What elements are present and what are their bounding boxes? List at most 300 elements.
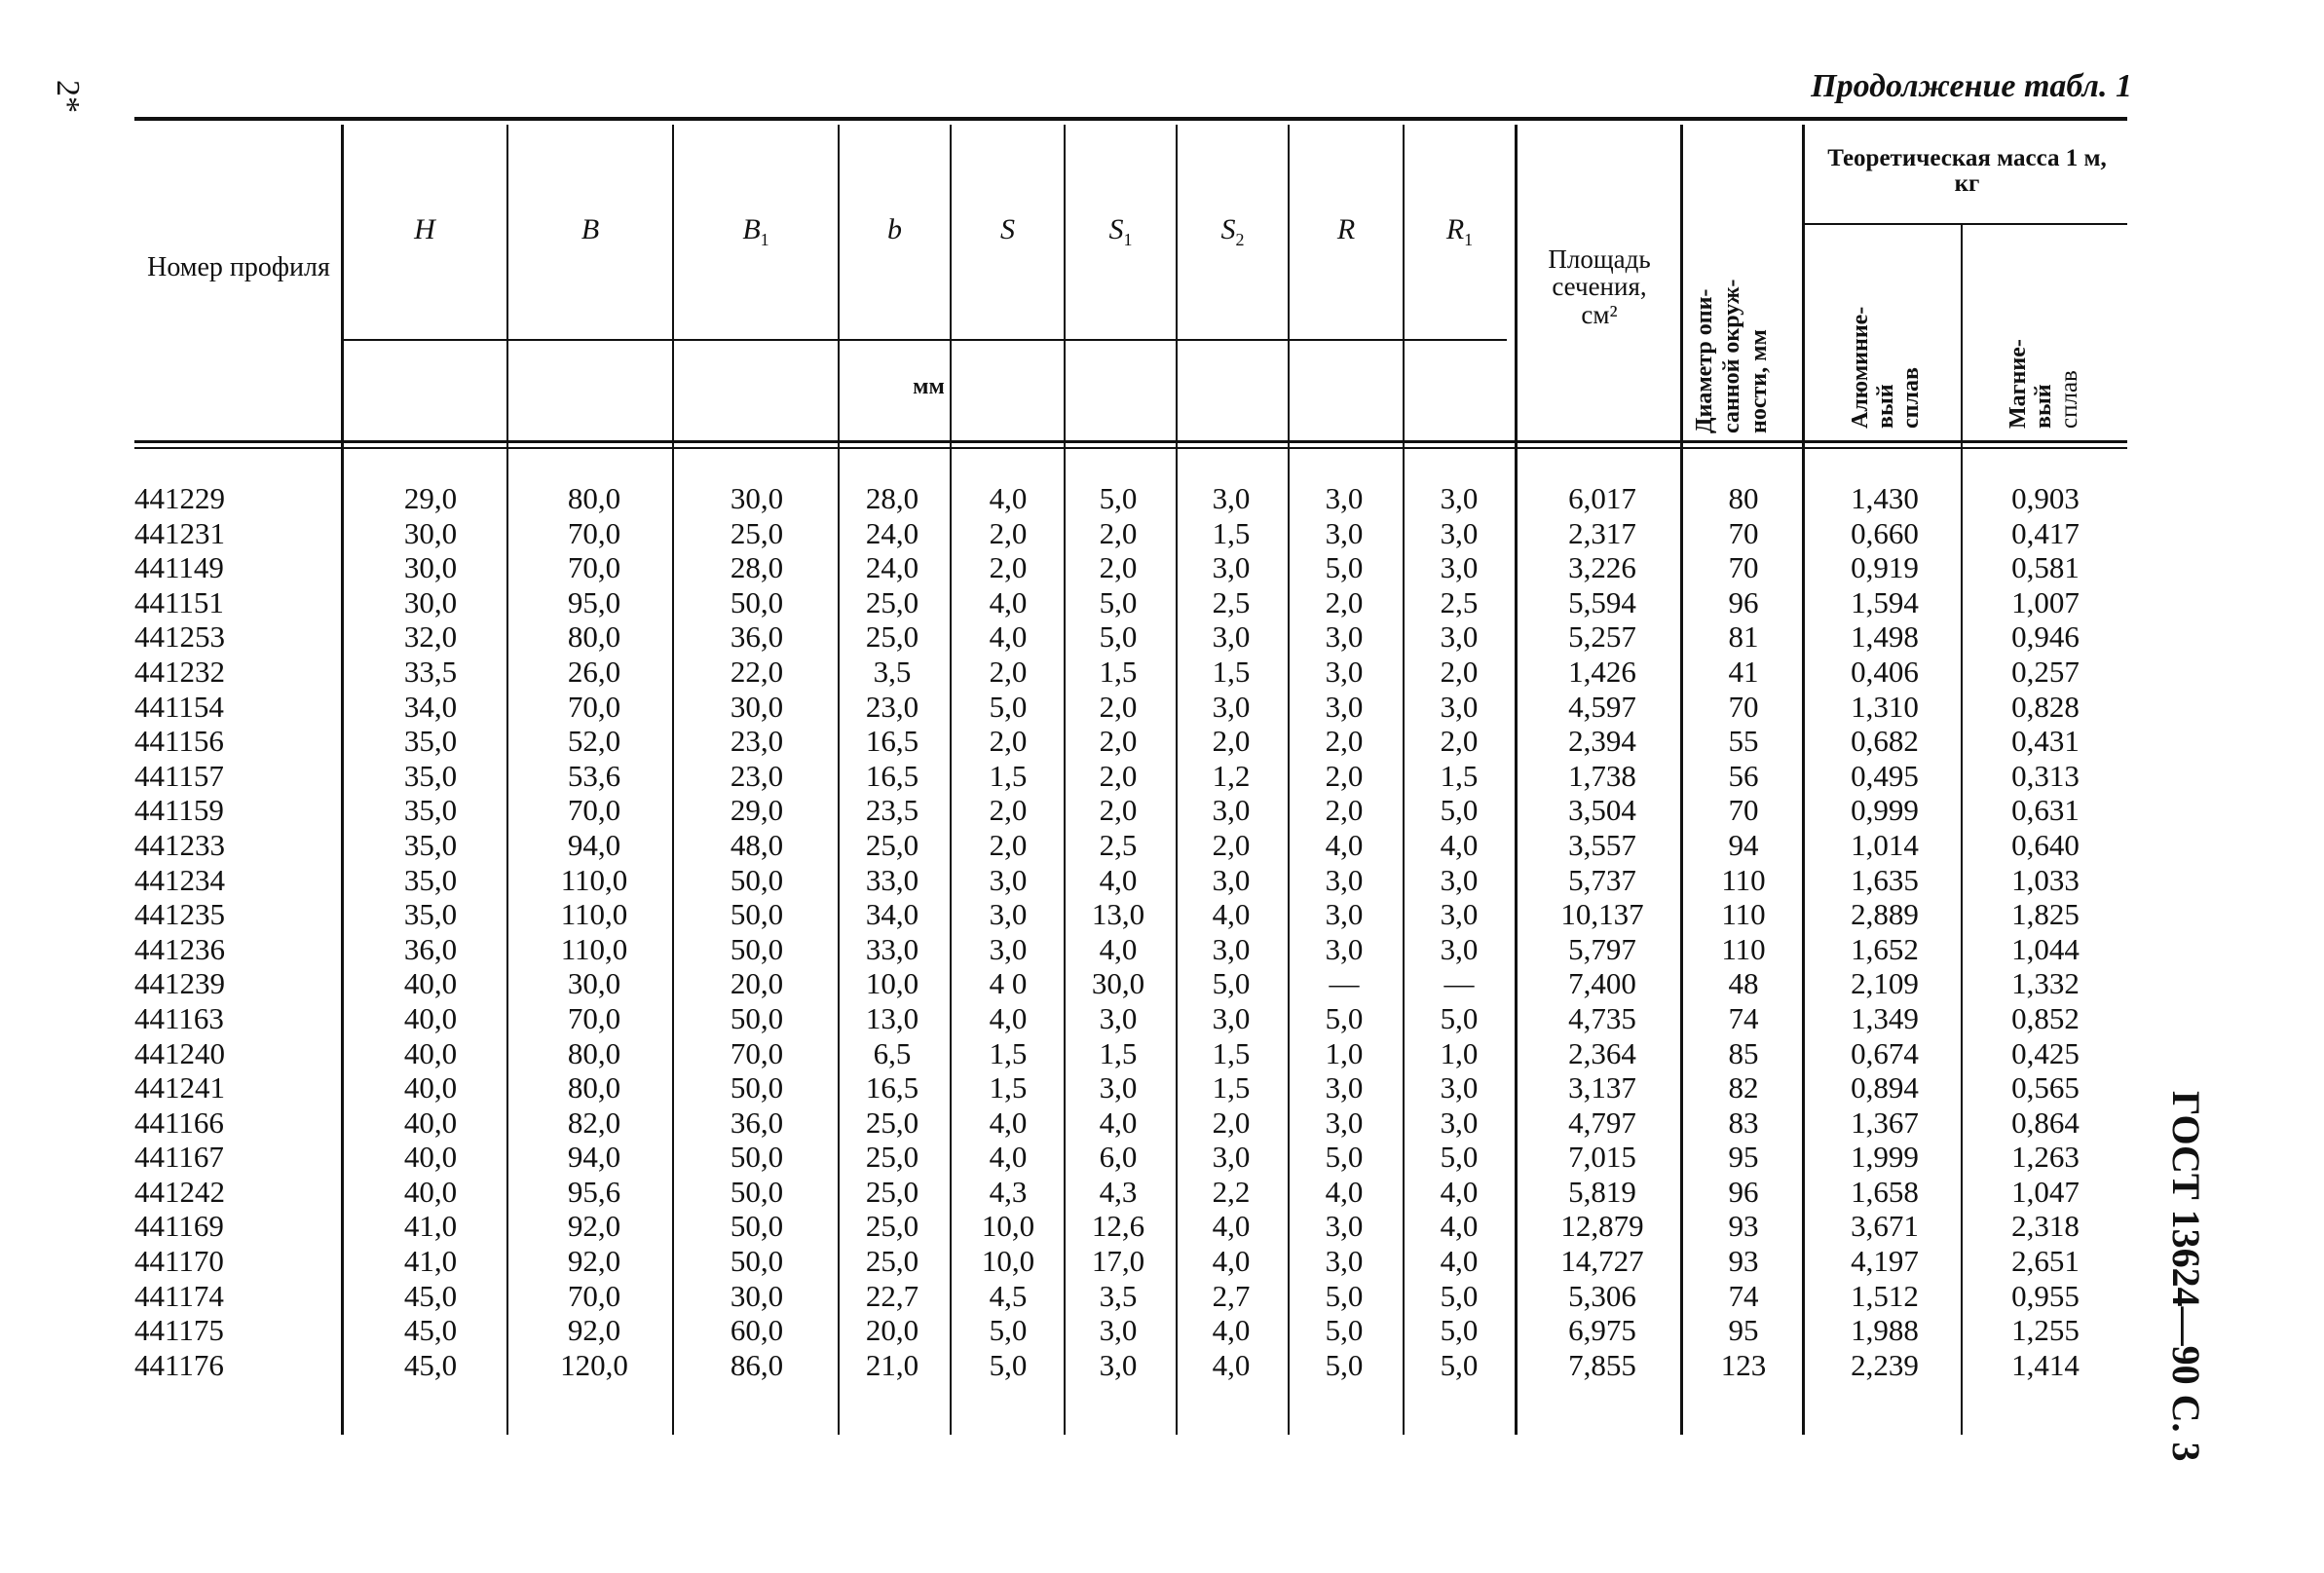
table-cell: 2,0 <box>1099 724 1138 759</box>
table-cell: 3,671 <box>1851 1209 1919 1244</box>
table-cell: 110 <box>1721 862 1766 897</box>
table-cell: 52,0 <box>567 724 621 759</box>
table-cell: 25,0 <box>730 515 784 550</box>
table-cell: 1,414 <box>2011 1347 2080 1382</box>
table-cell: 441157 <box>134 758 224 793</box>
table-cell: 441236 <box>134 931 225 966</box>
table-cell: 441170 <box>134 1244 224 1279</box>
table-cell: 34,0 <box>403 689 458 724</box>
table-cell: 441169 <box>134 1209 224 1244</box>
table-cell: 96 <box>1728 1174 1759 1209</box>
header-h: H <box>414 213 435 245</box>
table-cell: 2,109 <box>1851 966 1919 1001</box>
table-cell: 30,0 <box>1091 966 1145 1001</box>
table-cell: 3,0 <box>1325 931 1364 966</box>
table-cell: 50,0 <box>730 1000 784 1035</box>
table-cell: 2,0 <box>1440 654 1479 689</box>
table-cell: 34,0 <box>865 897 919 932</box>
table-cell: 3,0 <box>1325 897 1364 932</box>
table-cell: 5,0 <box>1325 1278 1364 1313</box>
table-cell: 4,0 <box>1212 1209 1251 1244</box>
table-cell: 1,652 <box>1851 931 1919 966</box>
table-cell: 0,425 <box>2011 1035 2080 1070</box>
table-cell: 3,5 <box>873 654 912 689</box>
table-cell: 40,0 <box>403 1035 458 1070</box>
table-cell: 6,0 <box>1099 1140 1138 1175</box>
table-cell: 45,0 <box>403 1278 458 1313</box>
table-cell: 81 <box>1728 619 1759 655</box>
column-s1 <box>1069 481 1167 1382</box>
table-cell: 441240 <box>134 1035 225 1070</box>
table-cell: 4,0 <box>1212 897 1251 932</box>
column-b-lower <box>843 481 941 1382</box>
table-cell: 1,658 <box>1851 1174 1919 1209</box>
table-cell: 4,0 <box>1325 827 1364 862</box>
table-cell: 2,0 <box>989 827 1028 862</box>
table-cell: 1,007 <box>2011 584 2080 619</box>
table-cell: 0,660 <box>1851 515 1919 550</box>
table-cell: 80,0 <box>567 619 621 655</box>
table-cell: 80,0 <box>567 1070 621 1105</box>
table-cell: 2,0 <box>1099 689 1138 724</box>
table-cell: 5,0 <box>1325 1000 1364 1035</box>
table-cell: 441166 <box>134 1105 224 1140</box>
table-cell: 4 0 <box>989 966 1028 1001</box>
table-cell: 4,597 <box>1568 689 1636 724</box>
table-cell: 3,0 <box>1325 619 1364 655</box>
table-cell: 30,0 <box>403 584 458 619</box>
table-cell: 2,0 <box>1099 550 1138 585</box>
table-cell: 2,0 <box>989 515 1028 550</box>
table-cell: 40,0 <box>403 966 458 1001</box>
table-cell: 2,0 <box>1099 758 1138 793</box>
table-cell: 4,0 <box>1440 1244 1479 1279</box>
table-cell: 41,0 <box>403 1209 458 1244</box>
table-cell: 4,3 <box>1099 1174 1138 1209</box>
table-cell: 13,0 <box>865 1000 919 1035</box>
table-cell: 4,5 <box>989 1278 1028 1313</box>
table-cell: 123 <box>1720 1347 1767 1382</box>
table-cell: — <box>1329 966 1360 1001</box>
table-cell: 14,727 <box>1560 1244 1644 1279</box>
table-cell: 3,5 <box>1099 1278 1138 1313</box>
table-cell: 5,0 <box>1325 550 1364 585</box>
table-cell: 1,2 <box>1212 758 1251 793</box>
table-cell: 10,0 <box>865 966 919 1001</box>
table-cell: 30,0 <box>730 1278 784 1313</box>
table-cell: 441149 <box>134 550 224 585</box>
table-cell: 5,0 <box>1099 619 1138 655</box>
table-cell: 3,0 <box>1099 1000 1138 1035</box>
header-b-lower: b <box>887 213 902 245</box>
table-cell: 16,5 <box>865 758 919 793</box>
table-cell: 3,0 <box>1440 897 1479 932</box>
table-cell: 29,0 <box>730 793 784 828</box>
table-cell: 1,349 <box>1851 1000 1919 1035</box>
column-s <box>959 481 1057 1382</box>
table-cell: 5,0 <box>1440 1000 1479 1035</box>
table-cell: 1,263 <box>2011 1140 2080 1175</box>
table-cell: 50,0 <box>730 1070 784 1105</box>
table-cell: 1,5 <box>1099 654 1138 689</box>
table-cell: 35,0 <box>403 724 458 759</box>
table-cell: 441167 <box>134 1140 224 1175</box>
table-cell: 3,504 <box>1568 793 1636 828</box>
table-cell: 10,0 <box>981 1209 1035 1244</box>
table-cell: 4,0 <box>1440 1174 1479 1209</box>
table-cell: 7,855 <box>1568 1347 1636 1382</box>
table-cell: 33,0 <box>865 862 919 897</box>
table-cell: 441239 <box>134 966 225 1001</box>
column-b-upper <box>526 481 662 1382</box>
table-cell: 0,417 <box>2011 515 2080 550</box>
table-cell: 50,0 <box>730 584 784 619</box>
table-cell: 4,797 <box>1568 1105 1636 1140</box>
table-cell: 5,0 <box>1325 1140 1364 1175</box>
table-cell: 3,137 <box>1568 1070 1636 1105</box>
table-cell: 2,5 <box>1099 827 1138 862</box>
table-cell: 23,0 <box>730 724 784 759</box>
table-cell: 5,594 <box>1568 584 1636 619</box>
table-cell: 10,0 <box>981 1244 1035 1279</box>
column-r1 <box>1410 481 1508 1382</box>
table-cell: 4,0 <box>989 1000 1028 1035</box>
table-cell: 50,0 <box>730 1209 784 1244</box>
table-cell: 5,0 <box>989 689 1028 724</box>
table-cell: 30,0 <box>403 515 458 550</box>
table-cell: 25,0 <box>865 1174 919 1209</box>
table-cell: 12,6 <box>1091 1209 1145 1244</box>
table-cell: 36,0 <box>730 619 784 655</box>
header-s1: $S_1$ <box>1108 213 1133 249</box>
table-cell: 74 <box>1728 1000 1759 1035</box>
table-cell: 85 <box>1728 1035 1759 1070</box>
table-cell: 5,0 <box>989 1313 1028 1348</box>
table-cell: 2,0 <box>989 654 1028 689</box>
table-cell: 40,0 <box>403 1105 458 1140</box>
table-cell: 2,5 <box>1440 584 1479 619</box>
table-cell: 30,0 <box>730 689 784 724</box>
table-cell: 2,0 <box>989 724 1028 759</box>
table-cell: 0,431 <box>2011 724 2080 759</box>
table-cell: 2,0 <box>1325 758 1364 793</box>
table-cell: 82 <box>1728 1070 1759 1105</box>
table-cell: 3,0 <box>1325 1070 1364 1105</box>
table-cell: 93 <box>1728 1244 1759 1279</box>
table-cell: 53,6 <box>567 758 621 793</box>
table-cell: 2,0 <box>1212 1105 1251 1140</box>
table-cell: 0,894 <box>1851 1070 1919 1105</box>
table-cell: 2,0 <box>1099 515 1138 550</box>
table-cell: 3,0 <box>1212 1140 1251 1175</box>
table-cell: 3,0 <box>1212 481 1251 515</box>
table-cell: 70,0 <box>567 515 621 550</box>
table-cell: 0,903 <box>2011 481 2080 515</box>
table-cell: 4,0 <box>1440 827 1479 862</box>
table-cell: 441159 <box>134 793 224 828</box>
header-s2: $S_2$ <box>1220 213 1245 249</box>
table-cell: 60,0 <box>730 1313 784 1348</box>
header-units: мм <box>913 374 945 399</box>
table-cell: 1,5 <box>1212 1070 1251 1105</box>
table-cell: 1,5 <box>1212 515 1251 550</box>
column-diameter <box>1695 481 1792 1382</box>
table-cell: 1,738 <box>1568 758 1636 793</box>
table-cell: 48,0 <box>730 827 784 862</box>
column-h <box>372 481 489 1382</box>
table-cell: 2,0 <box>1325 793 1364 828</box>
table-cell: 2,0 <box>1325 724 1364 759</box>
table-cell: 0,852 <box>2011 1000 2080 1035</box>
standard-code: ГОСТ 13624—90 С. 3 <box>2164 1091 2208 1462</box>
table-cell: 5,819 <box>1568 1174 1636 1209</box>
table-cell: 1,825 <box>2011 897 2080 932</box>
continuation-title: Продолжение табл. 1 <box>1811 68 2132 104</box>
table-cell: 2,0 <box>1212 827 1251 862</box>
table-cell: 25,0 <box>865 619 919 655</box>
table-cell: 25,0 <box>865 1140 919 1175</box>
table-cell: 25,0 <box>865 584 919 619</box>
table-cell: 5,0 <box>1440 1278 1479 1313</box>
table-cell: 3,0 <box>989 862 1028 897</box>
table-cell: 441163 <box>134 1000 224 1035</box>
table-cell: 35,0 <box>403 897 458 932</box>
table-cell: 2,317 <box>1568 515 1636 550</box>
table-cell: 35,0 <box>403 793 458 828</box>
table-cell: 6,975 <box>1568 1313 1636 1348</box>
table-cell: 5,797 <box>1568 931 1636 966</box>
column-b1 <box>693 481 820 1382</box>
table-cell: 36,0 <box>403 931 458 966</box>
table-cell: 110,0 <box>560 931 628 966</box>
table-cell: 70 <box>1728 793 1759 828</box>
table-cell: 4,0 <box>1212 1347 1251 1382</box>
table-cell: 1,512 <box>1851 1278 1919 1313</box>
table-cell: 5,0 <box>1440 1140 1479 1175</box>
table-cell: 4,0 <box>989 619 1028 655</box>
table-cell: 82,0 <box>567 1105 621 1140</box>
table-cell: 70 <box>1728 689 1759 724</box>
table-cell: 95 <box>1728 1140 1759 1175</box>
table-cell: 3,0 <box>1212 619 1251 655</box>
table-cell: 24,0 <box>865 550 919 585</box>
table-cell: 41,0 <box>403 1244 458 1279</box>
table-cell: 3,0 <box>1212 550 1251 585</box>
table-cell: 1,0 <box>1440 1035 1479 1070</box>
table-cell: 441235 <box>134 897 225 932</box>
table-cell: 0,955 <box>2011 1278 2080 1313</box>
table-cell: 95,0 <box>567 584 621 619</box>
table-cell: 4,0 <box>1099 1105 1138 1140</box>
table-cell: 32,0 <box>403 619 458 655</box>
table-cell: 5,0 <box>989 1347 1028 1382</box>
table-cell: 3,0 <box>1325 654 1364 689</box>
header-r1: $R_1$ <box>1445 213 1474 249</box>
table-cell: 1,310 <box>1851 689 1919 724</box>
table-cell: 5,306 <box>1568 1278 1636 1313</box>
table-cell: 1,498 <box>1851 619 1919 655</box>
column-s2 <box>1182 481 1280 1382</box>
table-cell: 0,864 <box>2011 1105 2080 1140</box>
table-cell: 0,581 <box>2011 550 2080 585</box>
table-cell: 1,332 <box>2011 966 2080 1001</box>
table-cell: 25,0 <box>865 827 919 862</box>
table-cell: 0,313 <box>2011 758 2080 793</box>
table-cell: 70,0 <box>567 1000 621 1035</box>
table-cell: 1,426 <box>1568 654 1636 689</box>
table-cell: 1,5 <box>1099 1035 1138 1070</box>
table-cell: 70 <box>1728 515 1759 550</box>
table-cell: 3,0 <box>1440 550 1479 585</box>
table-cell: 3,226 <box>1568 550 1636 585</box>
table-cell: 5,257 <box>1568 619 1636 655</box>
table-cell: 92,0 <box>567 1313 621 1348</box>
table-cell: 3,0 <box>1325 689 1364 724</box>
table-cell: 1,367 <box>1851 1105 1919 1140</box>
table-cell: 3,0 <box>1440 689 1479 724</box>
table-cell: 2,5 <box>1212 584 1251 619</box>
table-cell: 110,0 <box>560 897 628 932</box>
table-cell: — <box>1443 966 1475 1001</box>
table-cell: 4,3 <box>989 1174 1028 1209</box>
table-cell: 4,0 <box>1212 1313 1251 1348</box>
table-cell: 110,0 <box>560 862 628 897</box>
table-cell: 3,0 <box>1440 481 1479 515</box>
table-cell: 0,495 <box>1851 758 1919 793</box>
table-cell: 0,406 <box>1851 654 1919 689</box>
table-cell: 3,0 <box>1325 862 1364 897</box>
table-cell: 45,0 <box>403 1313 458 1348</box>
table-cell: 20,0 <box>865 1313 919 1348</box>
table-cell: 23,0 <box>730 758 784 793</box>
table-cell: 0,828 <box>2011 689 2080 724</box>
table-cell: 80,0 <box>567 481 621 515</box>
table-cell: 1,988 <box>1851 1313 1919 1348</box>
table-cell: 48 <box>1728 966 1759 1001</box>
table-cell: 86,0 <box>730 1347 784 1382</box>
table-cell: 5,0 <box>1440 1347 1479 1382</box>
table-cell: 3,0 <box>1440 1105 1479 1140</box>
table-cell: 3,0 <box>1212 862 1251 897</box>
table-cell: 70,0 <box>730 1035 784 1070</box>
table-cell: 92,0 <box>567 1209 621 1244</box>
table-cell: 94 <box>1728 827 1759 862</box>
table-cell: 50,0 <box>730 1174 784 1209</box>
table-cell: 5,0 <box>1212 966 1251 1001</box>
table-cell: 3,0 <box>1212 689 1251 724</box>
table-cell: 3,0 <box>1325 1244 1364 1279</box>
table-cell: 441176 <box>134 1347 224 1382</box>
table-cell: 26,0 <box>567 654 621 689</box>
table-cell: 96 <box>1728 584 1759 619</box>
table-cell: 1,5 <box>1212 654 1251 689</box>
table-cell: 4,0 <box>989 1105 1028 1140</box>
table-cell: 80 <box>1728 481 1759 515</box>
table-cell: 441234 <box>134 862 225 897</box>
table-cell: 4,0 <box>1440 1209 1479 1244</box>
table-cell: 441154 <box>134 689 224 724</box>
table-cell: 1,044 <box>2011 931 2080 966</box>
table-cell: 56 <box>1728 758 1759 793</box>
table-cell: 0,631 <box>2011 793 2080 828</box>
table-cell: 28,0 <box>865 481 919 515</box>
table-cell: 12,879 <box>1560 1209 1644 1244</box>
column-profile-number <box>134 481 329 1382</box>
table-cell: 2,364 <box>1568 1035 1636 1070</box>
table-cell: 4,0 <box>989 584 1028 619</box>
table-cell: 50,0 <box>730 897 784 932</box>
table-cell: 23,0 <box>865 689 919 724</box>
table-cell: 70,0 <box>567 550 621 585</box>
table-cell: 25,0 <box>865 1244 919 1279</box>
table-cell: 1,5 <box>989 1070 1028 1105</box>
table-cell: 7,400 <box>1568 966 1636 1001</box>
table-cell: 1,0 <box>1325 1035 1364 1070</box>
table-cell: 4,0 <box>1099 862 1138 897</box>
table-cell: 74 <box>1728 1278 1759 1313</box>
table-cell: 1,635 <box>1851 862 1919 897</box>
table-cell: 110 <box>1721 931 1766 966</box>
header-area: Площадь сечения, см² <box>1548 244 1651 329</box>
table-cell: 1,999 <box>1851 1140 1919 1175</box>
header-r: R <box>1336 213 1356 245</box>
table-cell: 441233 <box>134 827 225 862</box>
table-cell: 5,0 <box>1440 1313 1479 1348</box>
table-cell: 10,137 <box>1560 897 1644 932</box>
table-cell: 3,0 <box>1325 515 1364 550</box>
table-cell: 0,257 <box>2011 654 2080 689</box>
table-cell: 3,0 <box>1440 515 1479 550</box>
table-cell: 35,0 <box>403 758 458 793</box>
table-cell: 70,0 <box>567 1278 621 1313</box>
table-cell: 3,0 <box>1212 931 1251 966</box>
table-cell: 20,0 <box>730 966 784 1001</box>
table-cell: 83 <box>1728 1105 1759 1140</box>
table-cell: 3,0 <box>1099 1347 1138 1382</box>
table-cell: 33,0 <box>865 931 919 966</box>
table-cell: 3,0 <box>989 931 1028 966</box>
table-cell: 2,2 <box>1212 1174 1251 1209</box>
table-cell: 93 <box>1728 1209 1759 1244</box>
table-cell: 3,0 <box>1440 1070 1479 1105</box>
table-cell: 1,430 <box>1851 481 1919 515</box>
table-cell: 3,557 <box>1568 827 1636 862</box>
table-cell: 441241 <box>134 1070 225 1105</box>
table-cell: 17,0 <box>1091 1244 1145 1279</box>
table-cell: 2,0 <box>1440 724 1479 759</box>
table-cell: 1,5 <box>1440 758 1479 793</box>
table-cell: 3,0 <box>989 897 1028 932</box>
table-cell: 2,318 <box>2011 1209 2080 1244</box>
table-cell: 441232 <box>134 654 225 689</box>
table-cell: 22,0 <box>730 654 784 689</box>
table-cell: 2,239 <box>1851 1347 1919 1382</box>
table-cell: 3,0 <box>1440 931 1479 966</box>
table-cell: 94,0 <box>567 1140 621 1175</box>
table-cell: 16,5 <box>865 724 919 759</box>
column-aluminium-mass <box>1821 481 1948 1382</box>
table-cell: 1,033 <box>2011 862 2080 897</box>
header-profile-number: Номер профиля <box>147 252 330 282</box>
table-cell: 120,0 <box>560 1347 628 1382</box>
table-cell: 3,0 <box>1212 1000 1251 1035</box>
table-cell: 95 <box>1728 1313 1759 1348</box>
table-cell: 5,0 <box>1325 1313 1364 1348</box>
table-cell: 2,0 <box>1325 584 1364 619</box>
table-cell: 36,0 <box>730 1105 784 1140</box>
table-cell: 94,0 <box>567 827 621 862</box>
header-b1: $B_1$ <box>742 213 769 249</box>
